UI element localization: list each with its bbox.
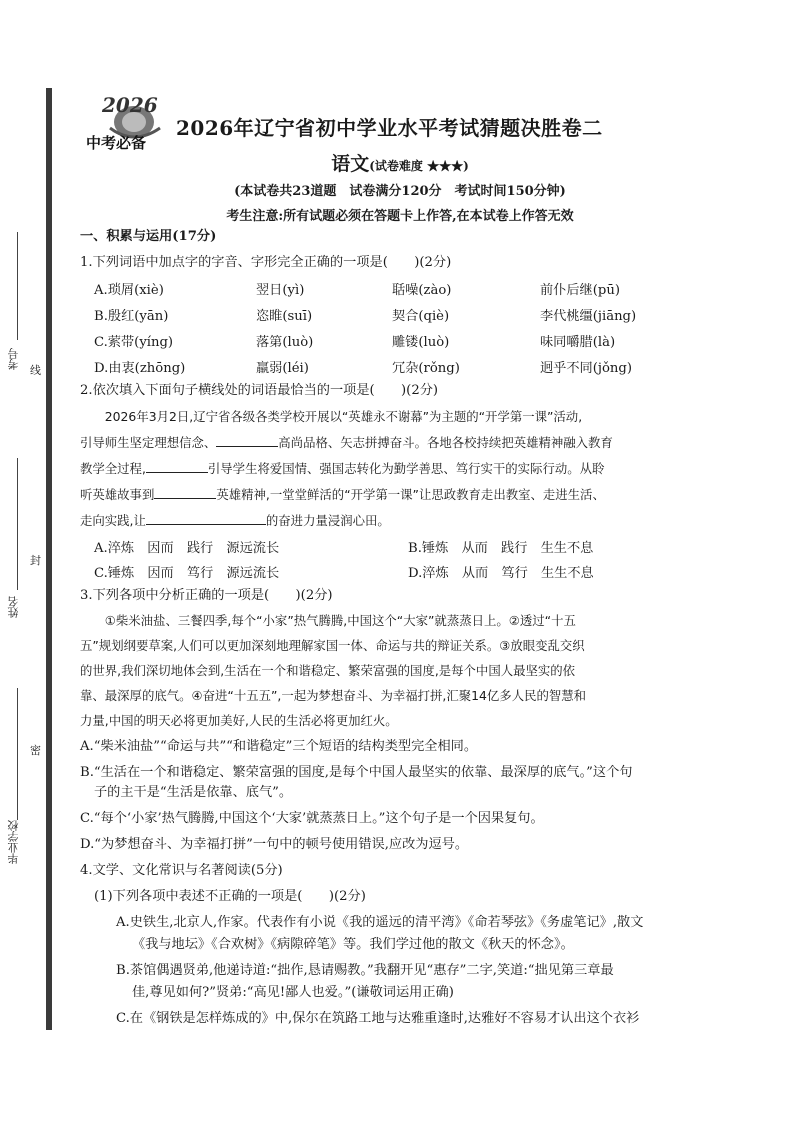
fill-blank-3 [154, 486, 216, 499]
q2-stem: 2.依次填入下面句子横线处的词语最恰当的一项是( )(2分) [80, 383, 439, 398]
seal-char-secret: 密 [30, 744, 41, 757]
q3-passage-line: 靠、最深厚的底气。④奋进“十五五”,一起为梦想奋斗、为幸福打拼,汇聚14亿多人民的智慧和 [80, 688, 587, 703]
q2-paragraph-line: 听英雄故事到 英雄精神,一堂堂鲜活的“开学第一课”让思政教育走出教室、走进生活、 [80, 487, 605, 502]
seal-char-line: 线 [30, 364, 41, 377]
q1-option: 迥乎不同(jǒng) [540, 361, 633, 376]
q2-paragraph-line: 教学全过程, 引导学生将爱国情、强国志转化为勤学善思、笃行实干的实际行动。从聆 [80, 461, 605, 476]
q2-option: B.锤炼 从而 践行 生生不息 [408, 541, 594, 556]
q1-option: A.琐屑(xiè) [94, 283, 164, 298]
q1-option: 味同嚼腊(là) [540, 335, 616, 350]
q3-passage-line: 力量,中国的明天必将更加美好,人民的生活必将更加红火。 [80, 713, 398, 728]
q3-option: C.“每个‘小家’热气腾腾,中国这个‘大家’就蒸蒸日上。”这个句子是一个因果复句。 [80, 811, 544, 826]
exam-no-label: 考号 [7, 348, 20, 370]
q1-option: C.萦带(yíng) [94, 335, 174, 350]
q1-option: 恣睢(suī) [256, 309, 313, 324]
q3-passage-line: 五”规划纲要草案,人们可以更加深刻地理解家国一体、命运与共的辩证关系。③放眼变乱交织 [80, 638, 585, 653]
q1-option: 翌日(yì) [256, 283, 305, 298]
q3-stem: 3.下列各项中分析正确的一项是( )(2分) [80, 588, 333, 603]
fill-blank-2 [146, 460, 208, 473]
school-underline [17, 688, 18, 820]
name-label: 姓名 [7, 596, 20, 618]
q4-option-line: B.茶馆偶遇贤弟,他递诗道:“拙作,恳请赐教。”我翻开见“惠存”二字,笑道:“拙见第三章最 [116, 963, 614, 978]
subject-line [0, 149, 800, 176]
q1-stem: 1.下列词语中加点字的字音、字形完全正确的一项是( )(2分) [80, 255, 452, 270]
q4-sub1-stem: (1)下列各项中表述不正确的一项是( )(2分) [94, 889, 366, 904]
logo-year: 2026 [102, 93, 158, 117]
logo-caption: 中考必备 [86, 134, 147, 152]
q3-option: D.“为梦想奋斗、为幸福打拼”一句中的顿号使用错误,应改为逗号。 [80, 837, 469, 852]
q1-option: 李代桃缰(jiāng) [540, 309, 637, 324]
seal-char-seal: 封 [30, 554, 41, 567]
q4-stem: 4.文学、文化常识与名著阅读(5分) [80, 863, 283, 878]
section-heading: 一、积累与运用(17分) [80, 229, 217, 244]
q1-option: B.殷红(yān) [94, 309, 169, 324]
exam-notice: 考生注意:所有试题必须在答题卡上作答,在本试卷上作答无效 [226, 209, 574, 224]
q1-option: D.由衷(zhōng) [94, 361, 186, 376]
q1-option: 聒噪(zào) [392, 283, 452, 298]
fill-blank-1 [216, 434, 278, 447]
name-underline [17, 458, 18, 590]
q2-option: D.淬炼 从而 笃行 生生不息 [408, 566, 594, 581]
q3-option: A.“柴米油盐”“命运与共”“和谐稳定”三个短语的结构类型完全相同。 [80, 739, 478, 754]
q2-paragraph-line: 走向实践,让 的奋进力量浸润心田。 [80, 513, 390, 528]
school-label: 毕业学校 [7, 820, 20, 864]
exam-no-underline [17, 232, 18, 340]
page-title: 2026年辽宁省初中学业水平考试猜题决胜卷二 [176, 116, 603, 140]
q2-option: A.淬炼 因而 践行 源远流长 [94, 541, 280, 556]
q1-option: 雕镂(luò) [392, 335, 450, 350]
difficulty-label: (试卷难度 ★★★) [369, 159, 469, 173]
exam-logo [80, 88, 172, 154]
q3-passage-line: 的世界,我们深切地体会到,生活在一个和谐稳定、繁荣富强的国度,是每个中国人最坚实的依 [80, 663, 576, 678]
q1-option: 冗杂(rǒng) [392, 361, 460, 376]
q2-paragraph-line: 2026年3月2日,辽宁省各级各类学校开展以“英雄永不谢幕”为主题的“开学第一课”活动, [80, 409, 583, 424]
fill-blank-4 [146, 512, 266, 525]
exam-info: (本试卷共23道题 试卷满分120分 考试时间150分钟) [234, 184, 566, 199]
q1-option: 契合(qiè) [392, 309, 450, 324]
q4-option-line: A.史铁生,北京人,作家。代表作有小说《我的遥远的清平湾》《命若琴弦》《务虚笔记》,散文 [116, 915, 644, 930]
binding-bar [46, 88, 52, 1030]
q4-option-line: 佳,尊见如何?”贤弟:“高见!鄙人也爱。”(谦敬词运用正确) [132, 985, 454, 1000]
q4-option-line: C.在《钢铁是怎样炼成的》中,保尔在筑路工地与达雅重逢时,达雅好不容易才认出这个衣衫 [116, 1011, 640, 1026]
q1-option: 羸弱(léi) [256, 361, 309, 376]
q1-option: 前仆后继(pū) [540, 283, 620, 298]
q2-option: C.锤炼 因而 笃行 源远流长 [94, 566, 280, 581]
subject-name: 语文 [331, 153, 370, 175]
logo-emblem-icon [80, 88, 172, 154]
q1-option: 落第(luò) [256, 335, 314, 350]
q3-passage-line: ①柴米油盐、三餐四季,每个“小家”热气腾腾,中国这个“大家”就蒸蒸日上。②透过“十五 [80, 613, 576, 628]
q2-paragraph-line: 引导师生坚定理想信念、 高尚品格、矢志拼搏奋斗。各地各校持续把英雄精神融入教育 [80, 435, 613, 450]
q3-option-cont: 子的主干是“生活是依靠、底气”。 [94, 785, 293, 800]
q4-option-line: 《我与地坛》《合欢树》《病隙碎笔》等。我们学过他的散文《秋天的怀念》。 [132, 937, 574, 952]
q3-option: B.“生活在一个和谐稳定、繁荣富强的国度,是每个中国人最坚实的依靠、最深厚的底气。”这个句 [80, 765, 633, 780]
